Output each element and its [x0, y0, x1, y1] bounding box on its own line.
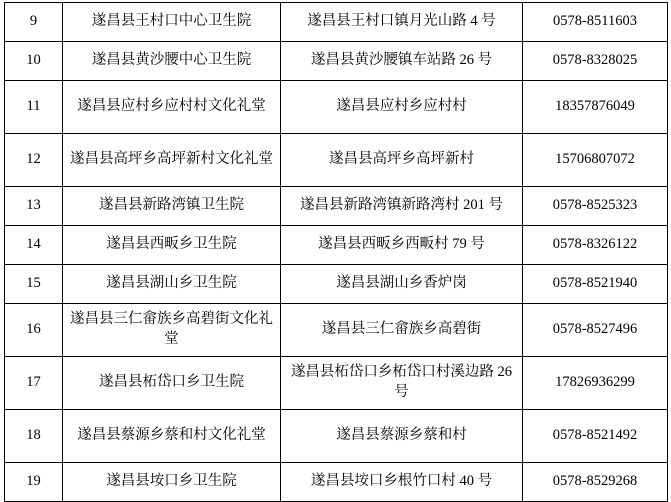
row-index: 14 [5, 226, 63, 265]
row-address: 遂昌县应村乡应村村 [281, 81, 523, 134]
row-name: 遂昌县湖山乡卫生院 [63, 265, 281, 304]
row-address: 遂昌县高坪乡高坪新村 [281, 134, 523, 187]
row-name: 遂昌县黄沙腰中心卫生院 [63, 42, 281, 81]
row-address: 遂昌县柘岱口乡柘岱口村溪边路 26 号 [281, 357, 523, 410]
row-name: 遂昌县新路湾镇卫生院 [63, 187, 281, 226]
row-phone: 0578-8521940 [523, 265, 668, 304]
row-name: 遂昌县柘岱口乡卫生院 [63, 357, 281, 410]
table-row [5, 410, 668, 463]
row-phone: 0578-8525323 [523, 187, 668, 226]
table-row [5, 81, 668, 134]
row-phone: 18357876049 [523, 81, 668, 134]
row-name: 遂昌县三仁畲族乡高碧街文化礼堂 [63, 304, 281, 357]
row-phone: 0578-8527496 [523, 304, 668, 357]
row-index: 19 [5, 463, 63, 502]
row-phone: 0578-8326122 [523, 226, 668, 265]
row-phone: 17826936299 [523, 357, 668, 410]
row-phone: 0578-8511603 [523, 3, 668, 42]
row-index: 18 [5, 410, 63, 463]
row-phone: 15706807072 [523, 134, 668, 187]
table-row [5, 463, 668, 502]
row-index: 15 [5, 265, 63, 304]
row-address: 遂昌县湖山乡香炉岗 [281, 265, 523, 304]
row-name: 遂昌县王村口中心卫生院 [63, 3, 281, 42]
table-row [5, 357, 668, 410]
table-row [5, 3, 668, 42]
contact-table [4, 2, 668, 502]
row-phone: 0578-8529268 [523, 463, 668, 502]
row-index: 11 [5, 81, 63, 134]
row-address: 遂昌县垵口乡根竹口村 40 号 [281, 463, 523, 502]
row-index: 16 [5, 304, 63, 357]
row-address: 遂昌县三仁畲族乡高碧街 [281, 304, 523, 357]
row-address: 遂昌县王村口镇月光山路 4 号 [281, 3, 523, 42]
row-index: 13 [5, 187, 63, 226]
row-phone: 0578-8521492 [523, 410, 668, 463]
row-name: 遂昌县高坪乡高坪新村文化礼堂 [63, 134, 281, 187]
table-row [5, 265, 668, 304]
row-name: 遂昌县西畈乡卫生院 [63, 226, 281, 265]
row-index: 12 [5, 134, 63, 187]
row-address: 遂昌县新路湾镇新路湾村 201 号 [281, 187, 523, 226]
row-address: 遂昌县西畈乡西畈村 79 号 [281, 226, 523, 265]
table-body [5, 3, 668, 502]
table-row [5, 187, 668, 226]
row-name: 遂昌县蔡源乡蔡和村文化礼堂 [63, 410, 281, 463]
row-name: 遂昌县应村乡应村村文化礼堂 [63, 81, 281, 134]
row-address: 遂昌县黄沙腰镇车站路 26 号 [281, 42, 523, 81]
row-index: 10 [5, 42, 63, 81]
row-index: 17 [5, 357, 63, 410]
row-address: 遂昌县蔡源乡蔡和村 [281, 410, 523, 463]
row-phone: 0578-8328025 [523, 42, 668, 81]
table-row [5, 42, 668, 81]
table-row [5, 304, 668, 357]
row-index: 9 [5, 3, 63, 42]
table-row [5, 226, 668, 265]
row-name: 遂昌县垵口乡卫生院 [63, 463, 281, 502]
table-row [5, 134, 668, 187]
